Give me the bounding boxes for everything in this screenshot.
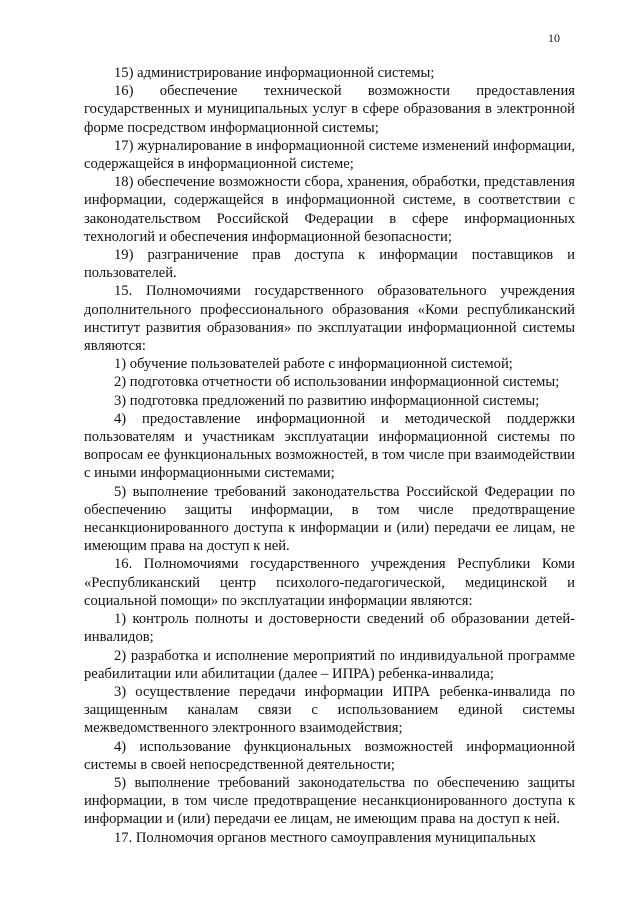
clause-16-item-4: 4) использование функциональных возможностей информационной системы в своей непосредственной деятельности; [84, 738, 575, 773]
clause-16-item-2: 2) разработка и исполнение мероприятий по индивидуальной программе реабилитации или абилитации (далее – ИПРА) ребенка-инвалида; [84, 647, 575, 682]
clause-15-item-4: 4) предоставление информационной и методической поддержки пользователям и участникам эксплуатации информационной системы по вопросам ее функциональных возможностей, в том числе при взаимодействии с иными информационными системами; [84, 410, 575, 482]
document-body [84, 64, 575, 847]
clause-15-item-3: 3) подготовка предложений по развитию информационной системы; [114, 392, 540, 409]
clause-15-item-5: 5) выполнение требований законодательства Российской Федерации по обеспечению защиты информации, в том числе предотвращение несанкционированного доступа к информации и (или) передачи ее лицам, не имеющим права на доступ к ней. [84, 483, 575, 555]
list-item-16-technical-capability: 16) обеспечение технической возможности предоставления государственных и муниципальных услуг в сфере образования в электронной форме посредством информационной системы; [84, 83, 575, 136]
clause-15-heading: 15. Полномочиями государственного образовательного учреждения дополнительного профессионального образования «Коми республиканский институт развития образования» по эксплуатации информационной системы являются: [84, 283, 575, 355]
list-item-15-administration: 15) администрирование информационной системы; [114, 65, 435, 81]
list-item-18-data-processing: 18) обеспечение возможности сбора, хранения, обработки, представления информации, содержащейся в информационной системе, в соответствии с законодательством Российской Федерации в сфере информационных технологий и обеспечения информационной безопасности; [84, 174, 575, 245]
page-number: 10 [548, 31, 560, 45]
clause-15-item-2: 2) подготовка отчетности об использовании информационной системы; [114, 374, 560, 391]
list-item-19-access-rights: 19) разграничение прав доступа к информации поставщиков и пользователей. [84, 247, 575, 282]
list-item-17-journaling: 17) журналирование в информационной системе изменений информации, содержащейся в информационной системе; [84, 137, 575, 173]
clause-15-item-1: 1) обучение пользователей работе с информационной системой; [114, 356, 513, 373]
clause-17-heading: 17. Полномочия органов местного самоуправления муниципальных [114, 829, 537, 846]
clause-16-heading: 16. Полномочиями государственного учреждения Республики Коми «Республиканский центр психолого-педагогической, медицинской и социальной помощи» по эксплуатации информации являются: [84, 556, 575, 609]
clause-16-item-5: 5) выполнение требований законодательства по обеспечению защиты информации, в том числе предотвращение несанкционированного доступа к информации и (или) передачи ее лицам, не имеющим права на доступ к ней. [84, 774, 575, 828]
clause-16-item-1: 1) контроль полноты и достоверности сведений об образовании детей-инвалидов; [84, 611, 575, 646]
clause-16-item-3: 3) осуществление передачи информации ИПРА ребенка-инвалида по защищенным каналам связи с использованием единой системы межведомственного электронного взаимодействия; [84, 683, 575, 737]
